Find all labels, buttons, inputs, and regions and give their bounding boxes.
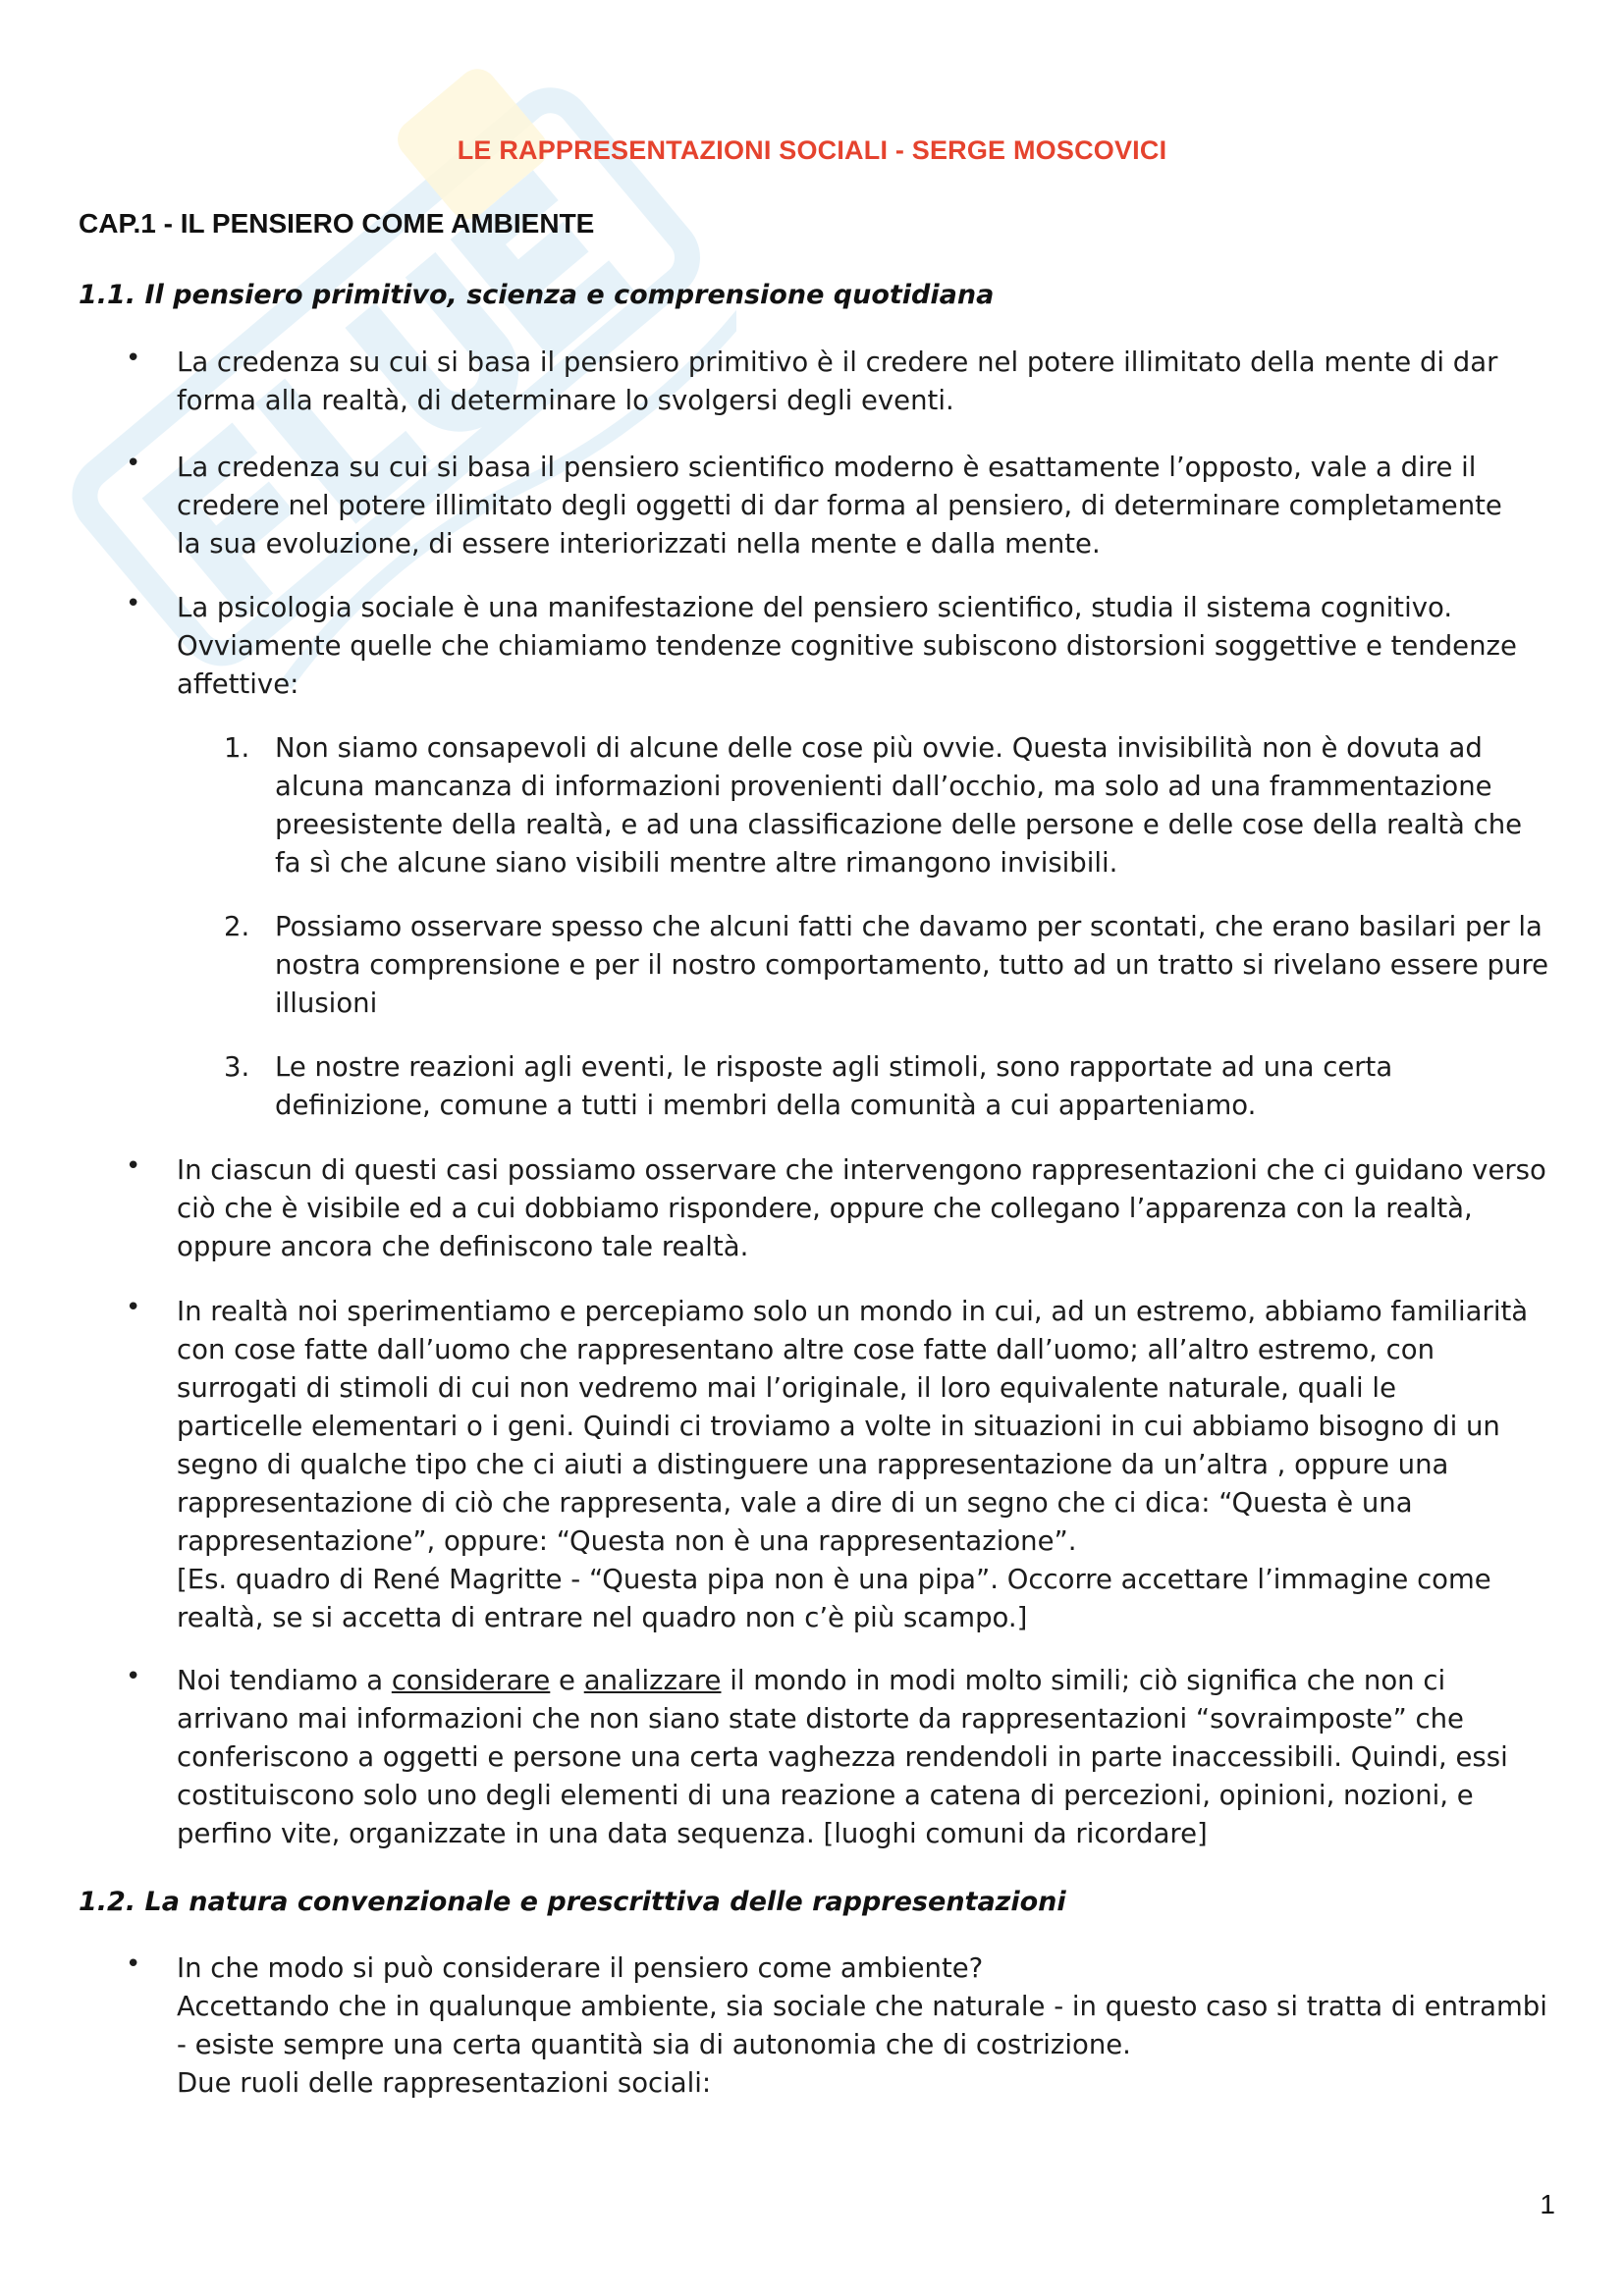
bullet-icon: • bbox=[126, 1293, 141, 1322]
bullet-icon: • bbox=[126, 449, 141, 478]
bullet-icon: • bbox=[126, 344, 141, 373]
section-heading-1-1: 1.1. Il pensiero primitivo, scienza e comprensione quotidiana bbox=[79, 280, 995, 310]
item-number: 1. bbox=[224, 732, 250, 764]
item-number: 2. bbox=[224, 911, 250, 942]
bullet-icon: • bbox=[126, 1949, 141, 1979]
document-title: LE RAPPRESENTAZIONI SOCIALI - SERGE MOSCOVICI bbox=[457, 135, 1167, 165]
chapter-heading: CAP.1 - IL PENSIERO COME AMBIENTE bbox=[79, 208, 595, 239]
item-number: 3. bbox=[224, 1051, 250, 1083]
bullet-icon: • bbox=[126, 1151, 141, 1181]
bullet-icon: • bbox=[126, 1662, 141, 1691]
page-number: 1 bbox=[1540, 2189, 1555, 2219]
section-heading-1-2: 1.2. La natura convenzionale e prescrittiva delle rappresentazioni bbox=[79, 1887, 1066, 1917]
bullet-icon: • bbox=[126, 589, 141, 618]
